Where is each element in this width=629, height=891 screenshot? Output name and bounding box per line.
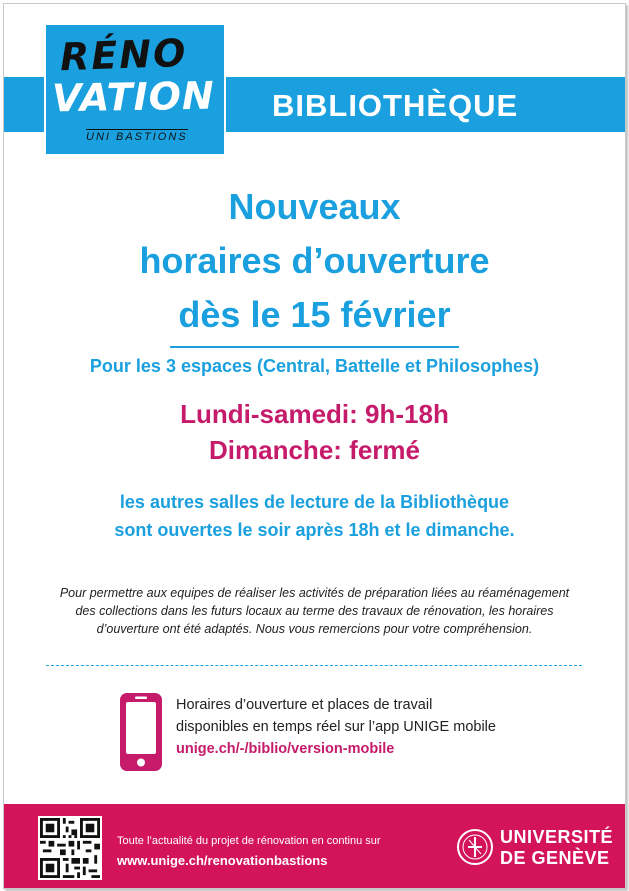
note-line2: des collections dans les futurs locaux au terme des travaux de rénovation, les horaires — [75, 604, 554, 618]
unige-name-line1: UNIVERSITÉ — [500, 827, 614, 847]
logo-text-top: RÉNO — [59, 30, 189, 80]
hours-sunday: Dimanche: fermé — [209, 435, 420, 465]
mobile-info-line1: Horaires d’ouverture et places de travail — [176, 697, 433, 713]
logo-subtitle: UNI BASTIONS — [86, 131, 188, 143]
poster — [3, 3, 626, 889]
spaces-text: Pour les 3 espaces (Central, Battelle et Philosophes) — [89, 356, 540, 376]
dashed-divider — [46, 665, 582, 666]
renovation-logo — [44, 23, 226, 156]
smartphone-icon — [117, 690, 165, 774]
section-title: BIBLIOTHÈQUE — [272, 88, 519, 123]
headline-line1: Nouveaux — [228, 186, 401, 227]
mobile-link[interactable]: unige.ch/-/biblio/version-mobile — [176, 741, 395, 757]
headline — [4, 180, 625, 348]
other-rooms-text — [4, 488, 625, 544]
other-rooms-line1: les autres salles de lecture de la Bibliothèque — [119, 492, 510, 512]
footer-caption: Toute l’actualité du projet de rénovation en continu sur — [117, 835, 381, 847]
footer-url[interactable]: www.unige.ch/renovationbastions — [117, 853, 328, 868]
unige-seal-icon — [456, 827, 494, 867]
note-line1: Pour permettre aux equipes de réaliser les activités de préparation liées au réaménagement — [59, 586, 570, 600]
logo-text-bottom: VATION — [51, 73, 216, 121]
unige-name-line2: DE GENÈVE — [500, 848, 610, 868]
opening-hours — [4, 396, 625, 468]
unige-logo — [456, 827, 614, 871]
qr-code[interactable] — [38, 816, 102, 880]
footer — [4, 804, 625, 888]
mobile-info-line2: disponibles en temps réel sur l’app UNIGE mobile — [176, 719, 496, 735]
note-line3: d’ouverture ont été adaptés. Nous vous remercions pour votre compréhension. — [96, 622, 533, 636]
headline-line2: horaires d’ouverture — [139, 240, 490, 281]
footer-text — [117, 831, 381, 871]
hours-weekdays: Lundi-samedi: 9h-18h — [180, 399, 449, 429]
other-rooms-line2: sont ouvertes le soir après 18h et le dimanche. — [114, 520, 515, 540]
headline-line3: dès le 15 février — [170, 288, 458, 348]
mobile-info — [176, 694, 496, 760]
unige-name — [500, 827, 613, 869]
explanatory-note — [32, 584, 597, 638]
